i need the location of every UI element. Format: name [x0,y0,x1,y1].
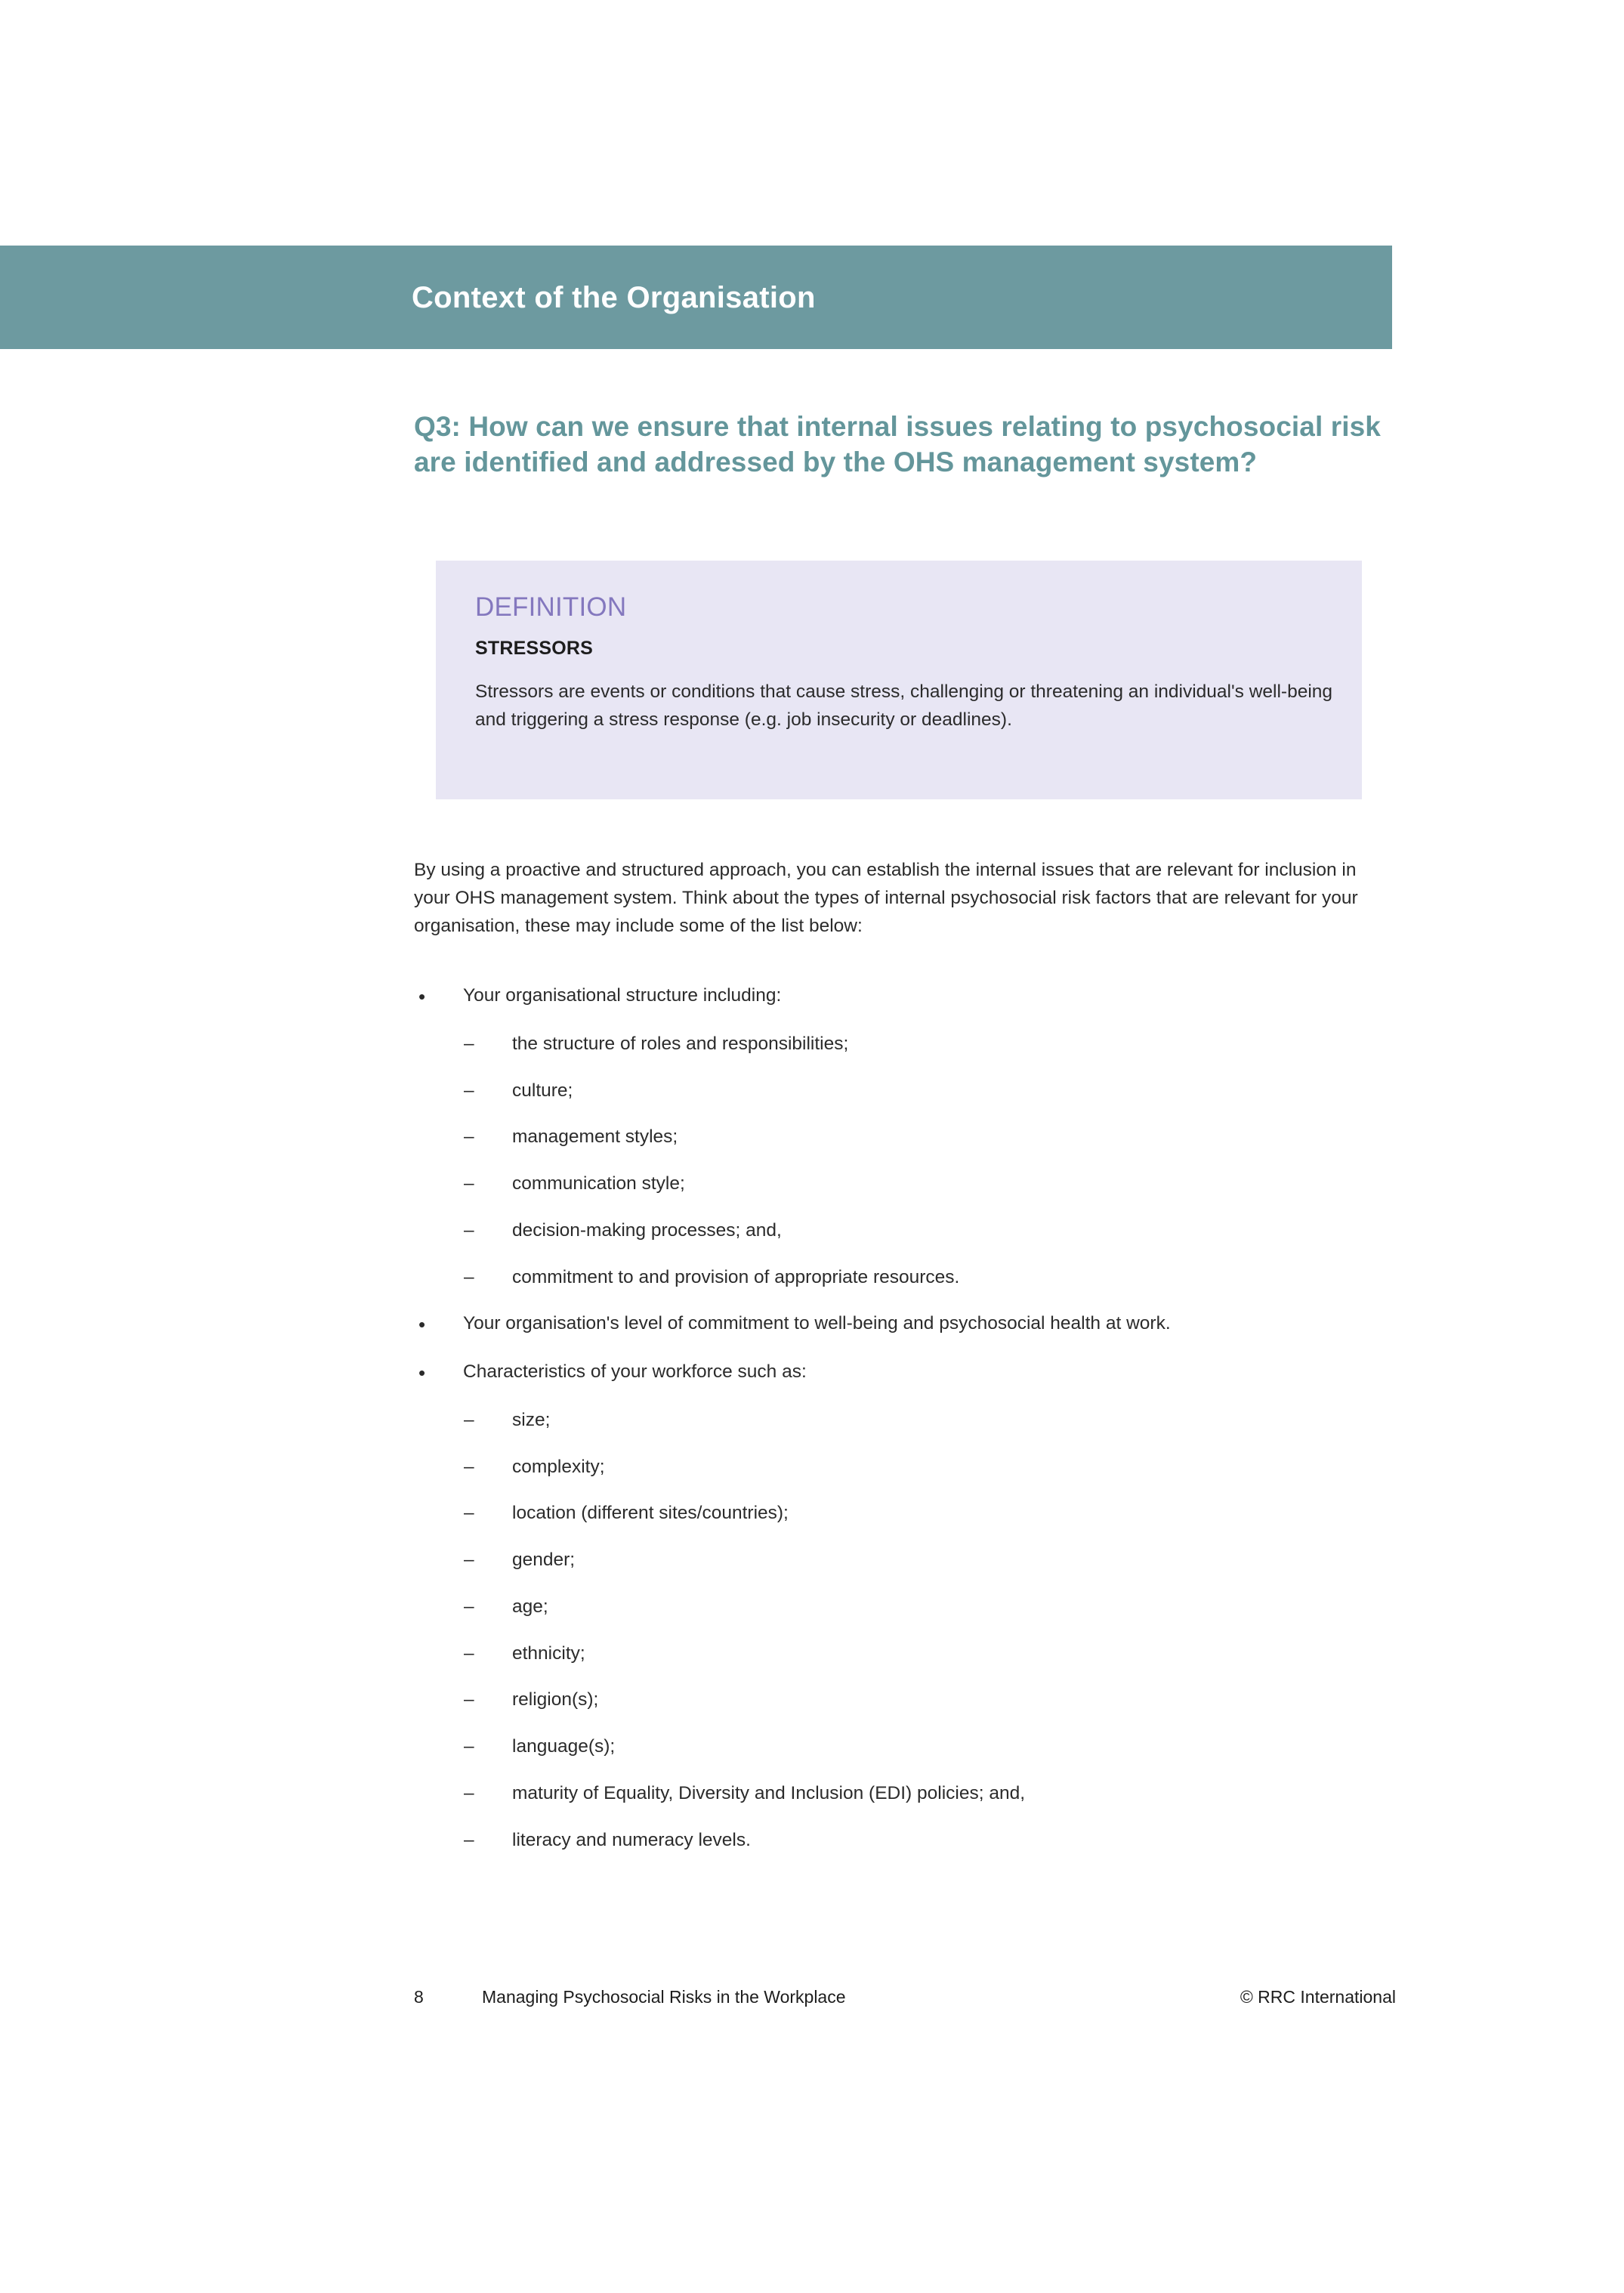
footer-document-title: Managing Psychosocial Risks in the Workplace [482,1987,846,2007]
dash-marker-icon: – [464,1266,474,1287]
list-item-label: age; [512,1596,548,1617]
list-item [414,1640,1396,1668]
list-item [414,982,1396,1010]
list-item-label: the structure of roles and responsibilities; [512,1033,849,1054]
footer-page-number: 8 [414,1987,424,2007]
list-item [414,1686,1396,1714]
list-item [414,1593,1396,1621]
dash-marker-icon: – [464,1782,474,1803]
definition-text: Stressors are events or conditions that cause stress, challenging or threatening an individual's well-being and triggering a stress response (e.g. job insecurity or deadlines). [475,681,1333,731]
definition-callout [436,561,1362,799]
dash-marker-icon: – [464,1456,474,1477]
dash-marker-icon: – [464,1503,474,1524]
list-item [414,1733,1396,1761]
section-banner [0,246,1392,349]
intro-paragraph: By using a proactive and structured approach, you can establish the internal issues that are relevant for inclusion in your OHS management system. Think about the types of internal psychosocial risk factors that are relevant for your organisation, these may include some of the list below: [414,859,1358,937]
dash-marker-icon: – [464,1173,474,1194]
definition-term: STRESSORS [475,638,593,659]
list-item-label: Your organisational structure including: [463,985,782,1006]
dash-marker-icon: – [464,1033,474,1054]
list-item-label: ethnicity; [512,1642,585,1664]
list-item [414,1454,1396,1482]
list-item [414,1077,1396,1105]
bullet-marker-icon: • [418,1313,426,1337]
risk-factor-list [414,982,1396,1873]
list-item-label: management styles; [512,1126,678,1148]
list-item-label: size; [512,1409,551,1430]
list-item [414,1170,1396,1198]
dash-marker-icon: – [464,1596,474,1617]
dash-marker-icon: – [464,1689,474,1710]
list-item [414,1217,1396,1245]
bullet-marker-icon: • [418,1361,426,1384]
list-item [414,1780,1396,1808]
dash-marker-icon: – [464,1080,474,1101]
dash-marker-icon: – [464,1550,474,1570]
list-item-label: location (different sites/countries); [512,1503,789,1524]
list-item [414,1407,1396,1435]
list-item [414,1264,1396,1292]
list-item-label: Your organisation's level of commitment to well-being and psychosocial health at work. [463,1313,1171,1334]
definition-label: DEFINITION [475,592,627,622]
list-item [414,1500,1396,1528]
list-item-label: complexity; [512,1456,605,1477]
dash-marker-icon: – [464,1126,474,1148]
list-item [414,1310,1396,1338]
dash-marker-icon: – [464,1642,474,1664]
dash-marker-icon: – [464,1829,474,1850]
footer-copyright: © RRC International [1240,1987,1396,2007]
list-item [414,1827,1396,1855]
list-item-label: Characteristics of your workforce such as: [463,1361,807,1382]
list-item-label: culture; [512,1080,573,1101]
list-item-label: language(s); [512,1736,616,1757]
list-item [414,1358,1396,1386]
page-footer [414,1983,1396,2010]
list-item-label: decision-making processes; and, [512,1219,782,1241]
list-item [414,1031,1396,1058]
list-item-label: religion(s); [512,1689,599,1710]
dash-marker-icon: – [464,1219,474,1241]
list-item-label: literacy and numeracy levels. [512,1829,751,1850]
bullet-marker-icon: • [418,985,426,1008]
list-item [414,1547,1396,1575]
dash-marker-icon: – [464,1736,474,1757]
list-item-label: commitment to and provision of appropriate resources. [512,1266,960,1287]
section-banner-title: Context of the Organisation [412,280,816,314]
list-item-label: gender; [512,1550,576,1570]
page-title: Q3: How can we ensure that internal issues relating to psychosocial risk are identified and addressed by the OHS management system? [414,410,1381,478]
list-item [414,1123,1396,1151]
list-item-label: communication style; [512,1173,685,1194]
list-item-label: maturity of Equality, Diversity and Inclusion (EDI) policies; and, [512,1782,1026,1803]
dash-marker-icon: – [464,1409,474,1430]
